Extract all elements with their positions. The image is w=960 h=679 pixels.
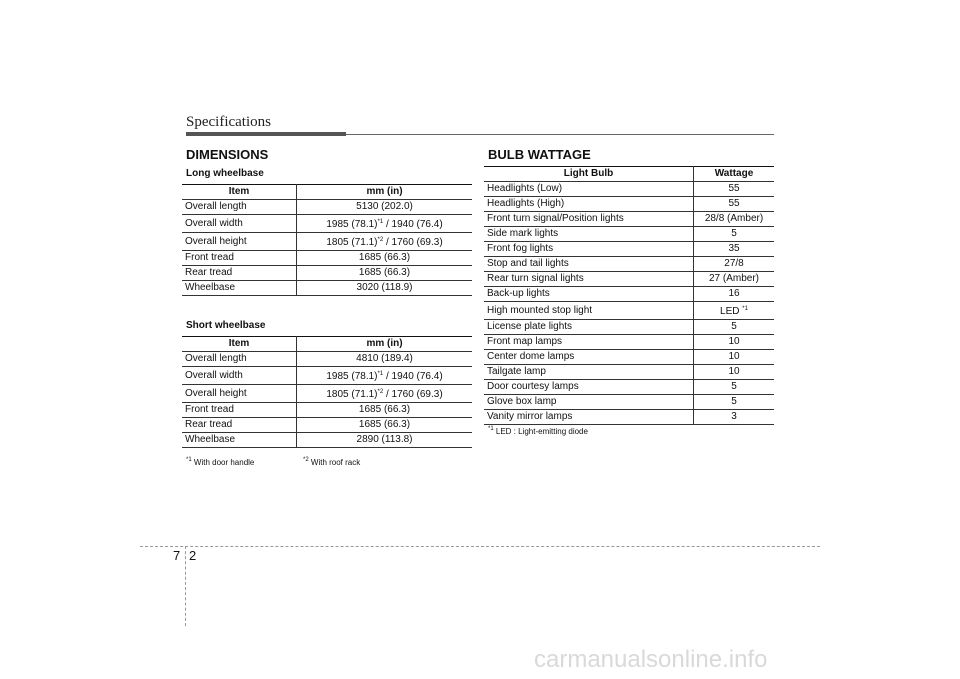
value-text: 3020 (118.9) bbox=[356, 282, 413, 293]
value-cell bbox=[297, 418, 473, 433]
bulb-name-cell: Center dome lamps bbox=[484, 350, 694, 365]
footnote-marker: *2 bbox=[377, 237, 384, 243]
wattage-text: 28/8 (Amber) bbox=[704, 213, 764, 224]
item-cell: Front tread bbox=[182, 251, 297, 266]
wattage-text: 5 bbox=[731, 381, 737, 392]
wattage-text: 16 bbox=[728, 288, 740, 299]
bulb-wattage-heading: BULB WATTAGE bbox=[488, 147, 591, 162]
wattage-text: 55 bbox=[728, 183, 740, 194]
column-header-mm: mm (in) bbox=[297, 337, 473, 352]
wattage-cell bbox=[694, 242, 775, 257]
table-row bbox=[484, 395, 774, 410]
value-text: 4810 (189.4) bbox=[356, 353, 413, 364]
item-cell: Overall length bbox=[182, 352, 297, 367]
table-row bbox=[484, 197, 774, 212]
wattage-cell bbox=[694, 350, 775, 365]
bulb-name-cell: Headlights (High) bbox=[484, 197, 694, 212]
wattage-cell bbox=[694, 272, 775, 287]
value-text-alt: / 1940 (76.4) bbox=[383, 219, 443, 230]
footnote-marker: *1 bbox=[186, 457, 192, 463]
bulb-name-cell: Front turn signal/Position lights bbox=[484, 212, 694, 227]
footnote-text: LED : Light-emitting diode bbox=[493, 427, 588, 436]
table-row bbox=[182, 215, 472, 233]
item-cell: Overall height bbox=[182, 233, 297, 251]
value-text: 1685 (66.3) bbox=[358, 252, 411, 263]
table-row bbox=[484, 272, 774, 287]
wattage-text: 10 bbox=[728, 351, 740, 362]
wattage-cell bbox=[694, 410, 775, 425]
table-row bbox=[182, 385, 472, 403]
chapter-number: 7 bbox=[173, 548, 181, 563]
table-row bbox=[182, 281, 472, 296]
wattage-text: 5 bbox=[731, 321, 737, 332]
wattage-text: 27 (Amber) bbox=[708, 273, 759, 284]
table-row bbox=[484, 350, 774, 365]
item-cell: Overall height bbox=[182, 385, 297, 403]
footnote-door-handle bbox=[186, 457, 254, 467]
table-row bbox=[182, 266, 472, 281]
footnote-led bbox=[488, 426, 588, 436]
wattage-text: 5 bbox=[731, 228, 737, 239]
item-cell: Wheelbase bbox=[182, 433, 297, 448]
wattage-cell bbox=[694, 380, 775, 395]
footnote-roof-rack bbox=[303, 457, 360, 467]
bulb-name-cell: High mounted stop light bbox=[484, 302, 694, 320]
bulb-wattage-table bbox=[484, 166, 774, 425]
wattage-text: 3 bbox=[731, 411, 737, 422]
value-text: 1985 (78.1) bbox=[326, 371, 378, 382]
table-row bbox=[484, 212, 774, 227]
wattage-text: 35 bbox=[728, 243, 740, 254]
value-text: 1805 (71.1) bbox=[326, 389, 378, 400]
value-text: 5130 (202.0) bbox=[356, 201, 413, 212]
table-row bbox=[182, 233, 472, 251]
bulb-name-cell: License plate lights bbox=[484, 320, 694, 335]
footnote-marker: *1 bbox=[488, 426, 494, 432]
bulb-name-cell: Door courtesy lamps bbox=[484, 380, 694, 395]
item-cell: Overall width bbox=[182, 215, 297, 233]
footer-divider-vertical bbox=[185, 546, 186, 626]
wattage-cell bbox=[694, 212, 775, 227]
page-header-title: Specifications bbox=[186, 114, 271, 130]
value-cell bbox=[297, 251, 473, 266]
value-text: 1805 (71.1) bbox=[326, 237, 378, 248]
bulb-name-cell: Tailgate lamp bbox=[484, 365, 694, 380]
value-cell bbox=[297, 200, 473, 215]
bulb-name-cell: Stop and tail lights bbox=[484, 257, 694, 272]
bulb-name-cell: Back-up lights bbox=[484, 287, 694, 302]
value-cell bbox=[297, 266, 473, 281]
bulb-name-cell: Headlights (Low) bbox=[484, 182, 694, 197]
table-row bbox=[484, 227, 774, 242]
table-row bbox=[484, 242, 774, 257]
value-text: 1685 (66.3) bbox=[358, 419, 411, 430]
header-rule-accent bbox=[186, 132, 346, 136]
table-row bbox=[484, 365, 774, 380]
wattage-text: 27/8 bbox=[724, 258, 744, 269]
wattage-text: 10 bbox=[728, 366, 740, 377]
wattage-cell bbox=[694, 197, 775, 212]
bulb-name-cell: Rear turn signal lights bbox=[484, 272, 694, 287]
short-wheelbase-label: Short wheelbase bbox=[186, 320, 266, 331]
table-row bbox=[182, 418, 472, 433]
item-cell: Front tread bbox=[182, 403, 297, 418]
footnote-marker: *1 bbox=[377, 371, 384, 377]
column-header-item: Item bbox=[182, 337, 297, 352]
wattage-text: 10 bbox=[728, 336, 740, 347]
wattage-cell bbox=[694, 182, 775, 197]
table-row bbox=[484, 302, 774, 320]
table-row bbox=[182, 403, 472, 418]
long-wheelbase-label: Long wheelbase bbox=[186, 168, 264, 179]
value-text-alt: / 1940 (76.4) bbox=[383, 371, 443, 382]
page-number: 2 bbox=[189, 548, 197, 563]
short-wheelbase-table bbox=[182, 336, 472, 448]
wattage-cell bbox=[694, 257, 775, 272]
footer-divider bbox=[140, 546, 820, 547]
table-row bbox=[484, 410, 774, 425]
footnote-marker: *1 bbox=[377, 219, 384, 225]
table-row bbox=[182, 367, 472, 385]
value-cell bbox=[297, 281, 473, 296]
value-cell bbox=[297, 233, 473, 251]
footnote-text: With roof rack bbox=[308, 458, 361, 467]
value-text: 1685 (66.3) bbox=[358, 267, 411, 278]
column-header-wattage: Wattage bbox=[694, 167, 775, 182]
value-cell bbox=[297, 352, 473, 367]
value-text: 1685 (66.3) bbox=[358, 404, 411, 415]
bulb-name-cell: Front fog lights bbox=[484, 242, 694, 257]
table-row bbox=[182, 352, 472, 367]
wattage-cell bbox=[694, 302, 775, 320]
column-header-item: Item bbox=[182, 185, 297, 200]
item-cell: Wheelbase bbox=[182, 281, 297, 296]
bulb-name-cell: Glove box lamp bbox=[484, 395, 694, 410]
table-row bbox=[484, 320, 774, 335]
table-row bbox=[182, 433, 472, 448]
footnote-text: With door handle bbox=[191, 458, 255, 467]
wattage-cell bbox=[694, 335, 775, 350]
wattage-cell bbox=[694, 287, 775, 302]
value-text-alt: / 1760 (69.3) bbox=[383, 237, 443, 248]
table-row bbox=[182, 251, 472, 266]
value-cell bbox=[297, 215, 473, 233]
wattage-cell bbox=[694, 227, 775, 242]
dimensions-heading: DIMENSIONS bbox=[186, 147, 269, 162]
value-text: 1985 (78.1) bbox=[326, 219, 378, 230]
item-cell: Overall length bbox=[182, 200, 297, 215]
bulb-name-cell: Side mark lights bbox=[484, 227, 694, 242]
value-text: 2890 (113.8) bbox=[356, 434, 413, 445]
column-header-mm: mm (in) bbox=[297, 185, 473, 200]
value-cell bbox=[297, 403, 473, 418]
wattage-cell bbox=[694, 320, 775, 335]
long-wheelbase-table bbox=[182, 184, 472, 296]
bulb-name-cell: Front map lamps bbox=[484, 335, 694, 350]
wattage-cell bbox=[694, 365, 775, 380]
item-cell: Rear tread bbox=[182, 418, 297, 433]
wattage-text: 55 bbox=[728, 198, 740, 209]
table-row bbox=[484, 380, 774, 395]
footnote-marker: *1 bbox=[742, 306, 748, 312]
wattage-text: 5 bbox=[731, 396, 737, 407]
bulb-name-cell: Vanity mirror lamps bbox=[484, 410, 694, 425]
item-cell: Rear tread bbox=[182, 266, 297, 281]
item-cell: Overall width bbox=[182, 367, 297, 385]
value-cell bbox=[297, 433, 473, 448]
value-cell bbox=[297, 385, 473, 403]
footnote-marker: *2 bbox=[303, 457, 309, 463]
watermark-text: carmanualsonline.info bbox=[534, 646, 768, 673]
column-header-light-bulb: Light Bulb bbox=[484, 167, 694, 182]
value-cell bbox=[297, 367, 473, 385]
wattage-text: LED bbox=[720, 306, 743, 317]
footnote-marker: *2 bbox=[377, 389, 384, 395]
table-row bbox=[484, 182, 774, 197]
table-row bbox=[484, 335, 774, 350]
table-row bbox=[484, 287, 774, 302]
table-row bbox=[484, 257, 774, 272]
wattage-cell bbox=[694, 395, 775, 410]
value-text-alt: / 1760 (69.3) bbox=[383, 389, 443, 400]
table-row bbox=[182, 200, 472, 215]
